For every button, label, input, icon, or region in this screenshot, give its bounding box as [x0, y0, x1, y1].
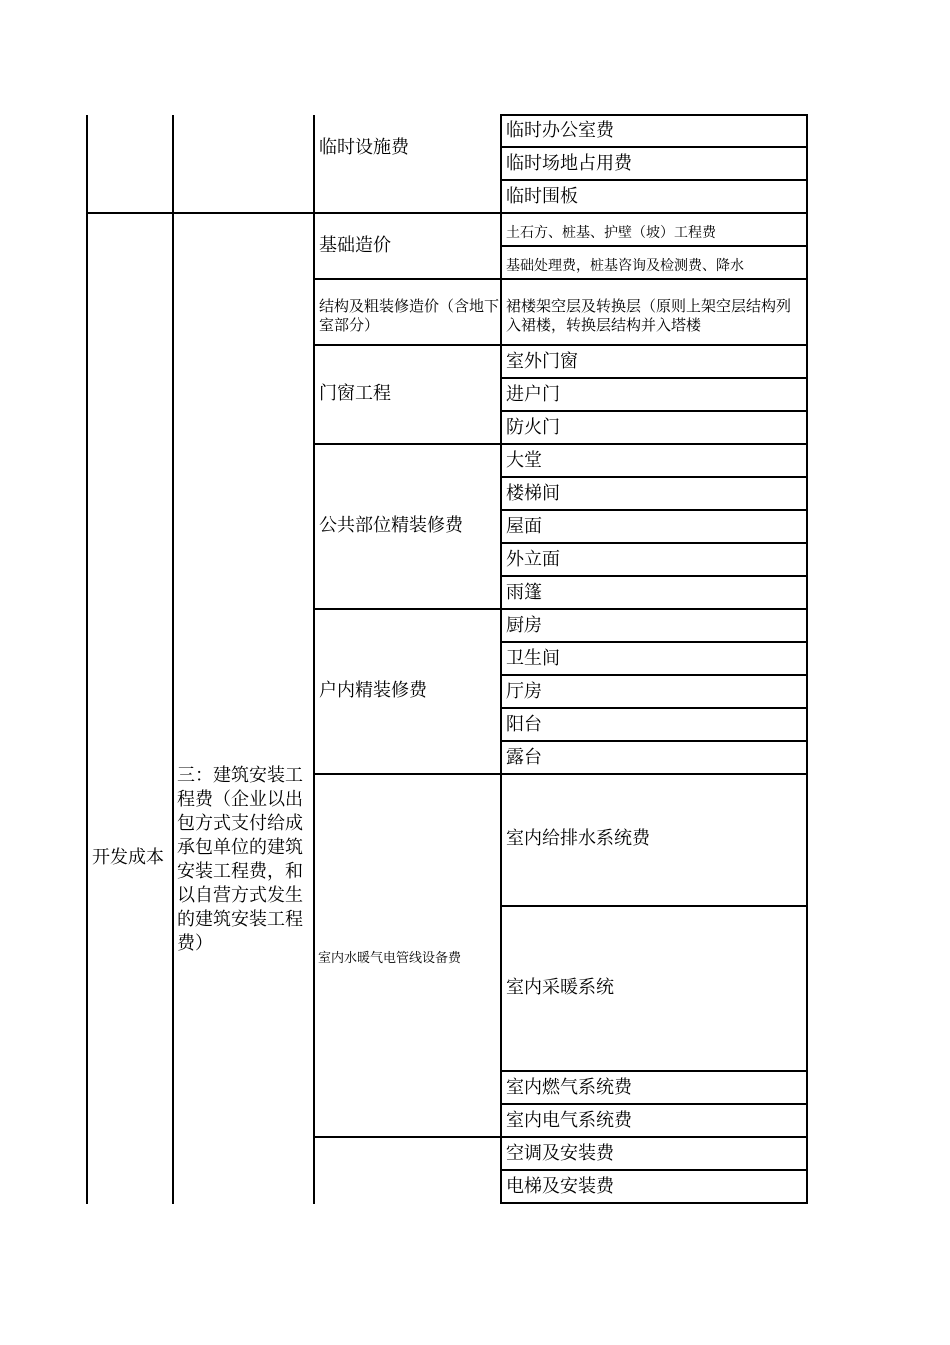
item-label: 阳台 [506, 714, 542, 735]
item-divider [500, 1103, 808, 1105]
category-label: 开发成本 [92, 847, 164, 868]
group-divider [313, 278, 808, 280]
group-divider [313, 443, 808, 445]
group-label-doors-windows: 门窗工程 [319, 383, 391, 404]
item-divider [500, 410, 808, 412]
item-label: 临时办公室费 [506, 120, 614, 141]
item-label: 厨房 [506, 615, 542, 636]
item-label: 空调及安装费 [506, 1143, 614, 1164]
item-divider [500, 1070, 808, 1072]
item-divider [500, 179, 808, 181]
item-label: 厅房 [506, 681, 542, 702]
col2-left-border [172, 115, 174, 1204]
item-divider [500, 377, 808, 379]
item-label: 防火门 [506, 417, 560, 438]
item-divider [500, 146, 808, 148]
item-divider [500, 542, 808, 544]
item-divider [500, 509, 808, 511]
item-label: 室内采暖系统 [506, 977, 614, 998]
item-top-border [500, 114, 808, 116]
item-label: 电梯及安装费 [506, 1176, 614, 1197]
item-divider [500, 245, 808, 247]
group-label-temp-facilities: 临时设施费 [319, 137, 409, 158]
item-divider [500, 1202, 808, 1204]
item-label: 室内电气系统费 [506, 1110, 632, 1131]
item-label: 裙楼架空层及转换层（原则上架空层结构列入裙楼，转换层结构并入塔楼 [506, 297, 792, 334]
group-divider [313, 344, 808, 346]
item-label: 雨篷 [506, 582, 542, 603]
item-divider [500, 1169, 808, 1171]
item-label: 室内燃气系统费 [506, 1077, 632, 1098]
item-label: 室内给排水系统费 [506, 828, 650, 849]
item-label: 临时场地占用费 [506, 153, 632, 174]
group-divider [313, 608, 808, 610]
item-divider [500, 740, 808, 742]
item-label: 外立面 [506, 549, 560, 570]
item-divider [500, 674, 808, 676]
item-label: 楼梯间 [506, 483, 560, 504]
group-divider [313, 773, 808, 775]
item-label: 进户门 [506, 384, 560, 405]
item-divider [500, 905, 808, 907]
group-label-indoor-finish: 户内精装修费 [319, 680, 427, 701]
item-divider [500, 476, 808, 478]
item-label: 临时围板 [506, 186, 578, 207]
group-label-structure: 结构及粗装修造价（含地下室部分） [319, 297, 500, 334]
group-divider [313, 1136, 808, 1138]
item-label: 基础处理费，桩基咨询及检测费、降水 [506, 258, 744, 274]
item-label: 屋面 [506, 516, 542, 537]
item-label: 土石方、桩基、护壁（坡）工程费 [506, 225, 716, 241]
group-label-foundation: 基础造价 [319, 235, 391, 256]
item-label: 大堂 [506, 450, 542, 471]
col1-left-border [86, 115, 88, 1204]
section-divider [86, 212, 808, 214]
item-label: 露台 [506, 747, 542, 768]
item-label: 卫生间 [506, 648, 560, 669]
group-label-public-finish: 公共部位精装修费 [319, 515, 463, 536]
item-divider [500, 641, 808, 643]
item-divider [500, 575, 808, 577]
subcategory-label: 三：建筑安装工程费（企业以出包方式支付给成承包单位的建筑安装工程费，和以自营方式发生的建筑安装工程费） [177, 765, 303, 954]
item-divider [500, 707, 808, 709]
item-label: 室外门窗 [506, 351, 578, 372]
group-label-indoor-mep: 室内水暖气电管线设备费 [318, 951, 462, 966]
